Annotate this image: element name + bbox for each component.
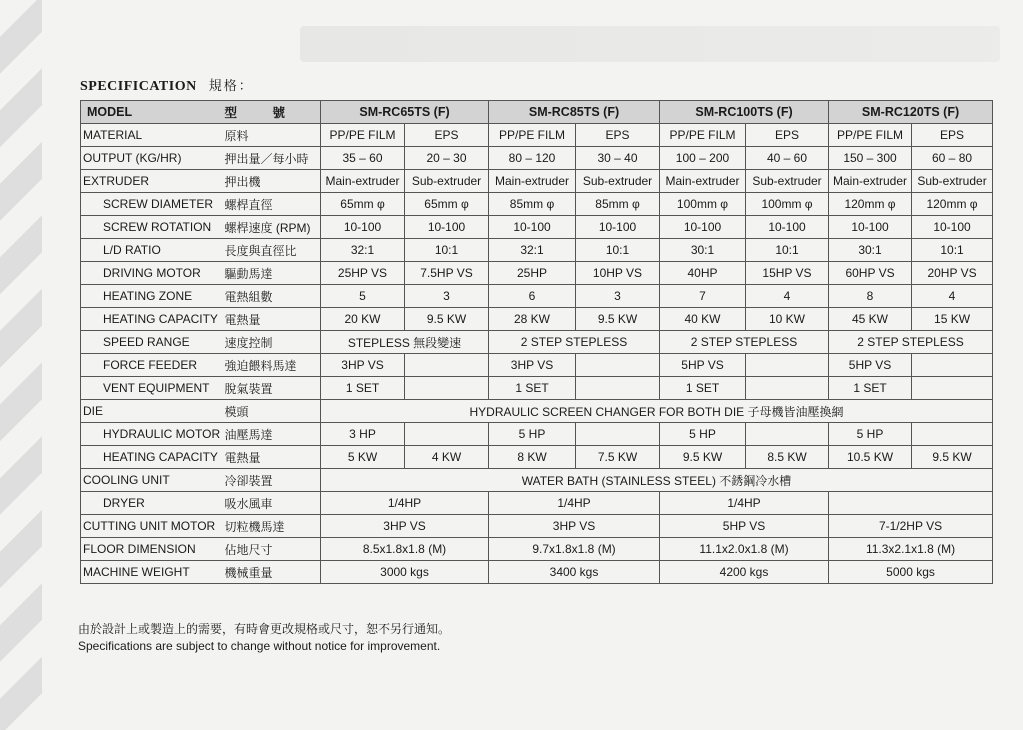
model-header: SM-RC65TS (F) xyxy=(321,101,489,124)
value-cell: 32:1 xyxy=(321,239,405,262)
row-label: HEATING CAPACITY xyxy=(81,308,223,331)
value-cell: 4 KW xyxy=(405,446,489,469)
value-cell xyxy=(746,423,829,446)
value-cell: STEPLESS 無段變速 xyxy=(321,331,489,354)
value-cell: 10-100 xyxy=(489,216,576,239)
page-title xyxy=(80,75,254,95)
value-cell: 3400 kgs xyxy=(489,561,660,584)
row-label-cn: 切粒機馬達 xyxy=(223,515,321,538)
note-cn: 由於設計上或製造上的需要，有時會更改規格或尺寸，恕不另行通知。 xyxy=(78,622,451,636)
value-cell: 1 SET xyxy=(829,377,912,400)
spec-row-speed-range xyxy=(81,331,993,354)
value-cell: 2 STEP STEPLESS xyxy=(489,331,660,354)
spec-row-cutting-unit-motor xyxy=(81,515,993,538)
value-cell: 20 KW xyxy=(321,308,405,331)
value-cell: 35 – 60 xyxy=(321,147,405,170)
row-label-cn: 機械重量 xyxy=(223,561,321,584)
value-cell: 150 – 300 xyxy=(829,147,912,170)
row-label: L/D RATIO xyxy=(81,239,223,262)
row-label: DRYER xyxy=(81,492,223,515)
value-cell: 5 HP xyxy=(829,423,912,446)
value-cell: 7 xyxy=(660,285,746,308)
value-cell: Sub-extruder xyxy=(576,170,660,193)
value-cell: 11.1x2.0x1.8 (M) xyxy=(660,538,829,561)
spec-row-hydraulic-motor xyxy=(81,423,993,446)
value-cell: 6 xyxy=(489,285,576,308)
value-cell: 10-100 xyxy=(576,216,660,239)
value-cell: 1 SET xyxy=(321,377,405,400)
value-cell xyxy=(912,423,993,446)
value-cell: 1/4HP xyxy=(321,492,489,515)
value-cell: 30:1 xyxy=(829,239,912,262)
row-label-cn: 冷卻裝置 xyxy=(223,469,321,492)
row-label-cn: 電熱組數 xyxy=(223,285,321,308)
row-label: VENT EQUIPMENT xyxy=(81,377,223,400)
row-label: DIE xyxy=(81,400,223,423)
value-cell: 28 KW xyxy=(489,308,576,331)
value-cell: 4 xyxy=(912,285,993,308)
value-cell: 8.5 KW xyxy=(746,446,829,469)
title-en: SPECIFICATION xyxy=(80,79,197,94)
value-cell: 7-1/2HP VS xyxy=(829,515,993,538)
value-cell: 5HP VS xyxy=(660,354,746,377)
value-cell: 10-100 xyxy=(746,216,829,239)
row-label-cn: 原料 xyxy=(223,124,321,147)
value-cell: EPS xyxy=(576,124,660,147)
spec-row-screw-rotation xyxy=(81,216,993,239)
value-cell: 1/4HP xyxy=(489,492,660,515)
spec-row-driving-motor xyxy=(81,262,993,285)
spec-row-force-feeder xyxy=(81,354,993,377)
row-label-cn: 速度控制 xyxy=(223,331,321,354)
row-label: SCREW ROTATION xyxy=(81,216,223,239)
specification-table xyxy=(80,100,993,584)
value-cell: 10-100 xyxy=(321,216,405,239)
value-cell: 85mm φ xyxy=(576,193,660,216)
value-cell: 3HP VS xyxy=(489,354,576,377)
row-label-cn: 押出量／每小時 xyxy=(223,147,321,170)
value-cell: Sub-extruder xyxy=(746,170,829,193)
value-cell: 15HP VS xyxy=(746,262,829,285)
value-cell xyxy=(576,377,660,400)
value-cell: 9.5 KW xyxy=(660,446,746,469)
value-cell: 10:1 xyxy=(746,239,829,262)
spec-row-floor-dimension xyxy=(81,538,993,561)
value-cell: 15 KW xyxy=(912,308,993,331)
value-cell: 65mm φ xyxy=(321,193,405,216)
row-label-cn: 強迫餵料馬達 xyxy=(223,354,321,377)
model-header: SM-RC120TS (F) xyxy=(829,101,993,124)
value-cell: 25HP VS xyxy=(321,262,405,285)
row-label-cn: 脫氣裝置 xyxy=(223,377,321,400)
row-label-cn: 電熱量 xyxy=(223,308,321,331)
value-cell: 60HP VS xyxy=(829,262,912,285)
value-cell xyxy=(576,354,660,377)
value-cell: 10.5 KW xyxy=(829,446,912,469)
value-cell: 60 – 80 xyxy=(912,147,993,170)
row-label-cn: 佔地尺寸 xyxy=(223,538,321,561)
model-label: MODEL xyxy=(81,101,223,124)
value-cell: EPS xyxy=(746,124,829,147)
value-cell xyxy=(576,423,660,446)
spec-row-extruder xyxy=(81,170,993,193)
row-label: CUTTING UNIT MOTOR xyxy=(81,515,223,538)
row-label: OUTPUT (KG/HR) xyxy=(81,147,223,170)
value-cell: 5 KW xyxy=(321,446,405,469)
model-header: SM-RC85TS (F) xyxy=(489,101,660,124)
value-cell xyxy=(405,354,489,377)
row-label: FLOOR DIMENSION xyxy=(81,538,223,561)
value-cell: PP/PE FILM xyxy=(829,124,912,147)
spec-row-output xyxy=(81,147,993,170)
row-label: COOLING UNIT xyxy=(81,469,223,492)
row-label: MATERIAL xyxy=(81,124,223,147)
value-cell: 40 KW xyxy=(660,308,746,331)
value-cell: 10-100 xyxy=(660,216,746,239)
value-cell: 9.5 KW xyxy=(405,308,489,331)
value-cell xyxy=(746,354,829,377)
value-cell: 5000 kgs xyxy=(829,561,993,584)
value-cell: 30:1 xyxy=(660,239,746,262)
row-label: SPEED RANGE xyxy=(81,331,223,354)
row-label: HEATING CAPACITY xyxy=(81,446,223,469)
spec-row-screw-diameter xyxy=(81,193,993,216)
value-cell xyxy=(912,354,993,377)
title-cn: 規格： xyxy=(208,79,254,94)
value-cell: 2 STEP STEPLESS xyxy=(829,331,993,354)
value-cell: 20 – 30 xyxy=(405,147,489,170)
value-cell: 3 xyxy=(576,285,660,308)
value-cell: 9.7x1.8x1.8 (M) xyxy=(489,538,660,561)
row-label-cn: 油壓馬達 xyxy=(223,423,321,446)
header-row xyxy=(81,101,993,124)
value-cell: 4200 kgs xyxy=(660,561,829,584)
value-cell: 40 – 60 xyxy=(746,147,829,170)
value-cell: Sub-extruder xyxy=(405,170,489,193)
value-cell: EPS xyxy=(912,124,993,147)
row-label-cn: 模頭 xyxy=(223,400,321,423)
spec-row-heating-capacity xyxy=(81,308,993,331)
row-label-cn: 長度與直徑比 xyxy=(223,239,321,262)
row-label: HEATING ZONE xyxy=(81,285,223,308)
spec-row-ld-ratio xyxy=(81,239,993,262)
model-label-cn: 型 號 xyxy=(223,101,321,124)
row-label-cn: 驅動馬達 xyxy=(223,262,321,285)
value-cell: Main-extruder xyxy=(321,170,405,193)
value-cell xyxy=(829,492,993,515)
value-cell: 1 SET xyxy=(660,377,746,400)
value-cell: 30 – 40 xyxy=(576,147,660,170)
decorative-stripes xyxy=(0,0,42,730)
value-cell: 3000 kgs xyxy=(321,561,489,584)
value-cell: Main-extruder xyxy=(660,170,746,193)
value-cell: 40HP xyxy=(660,262,746,285)
value-cell: 1 SET xyxy=(489,377,576,400)
row-label-cn: 吸水風車 xyxy=(223,492,321,515)
row-label: FORCE FEEDER xyxy=(81,354,223,377)
value-cell: 9.5 KW xyxy=(912,446,993,469)
row-label: MACHINE WEIGHT xyxy=(81,561,223,584)
value-cell: PP/PE FILM xyxy=(321,124,405,147)
spec-row-heating-zone xyxy=(81,285,993,308)
value-cell: 100mm φ xyxy=(746,193,829,216)
row-label-cn: 電熱量 xyxy=(223,446,321,469)
value-cell: 7.5 KW xyxy=(576,446,660,469)
value-cell xyxy=(405,377,489,400)
spec-row-machine-weight xyxy=(81,561,993,584)
spec-row-cooling-unit xyxy=(81,469,993,492)
value-cell: 10HP VS xyxy=(576,262,660,285)
value-cell xyxy=(912,377,993,400)
row-label: EXTRUDER xyxy=(81,170,223,193)
value-cell: 10-100 xyxy=(912,216,993,239)
value-cell: 3 HP xyxy=(321,423,405,446)
value-cell: Main-extruder xyxy=(829,170,912,193)
note-en: Specifications are subject to change without notice for improvement. xyxy=(78,639,441,653)
value-cell: HYDRAULIC SCREEN CHANGER FOR BOTH DIE 子母機皆油壓換網 xyxy=(321,400,993,423)
value-cell: 120mm φ xyxy=(912,193,993,216)
value-cell: 8 KW xyxy=(489,446,576,469)
value-cell: 10 KW xyxy=(746,308,829,331)
value-cell: 7.5HP VS xyxy=(405,262,489,285)
value-cell: 3 xyxy=(405,285,489,308)
spec-row-dryer xyxy=(81,492,993,515)
value-cell: 2 STEP STEPLESS xyxy=(660,331,829,354)
value-cell: 3HP VS xyxy=(321,515,489,538)
spec-row-die-heating-capacity xyxy=(81,446,993,469)
value-cell xyxy=(405,423,489,446)
value-cell: 10:1 xyxy=(405,239,489,262)
value-cell: 3HP VS xyxy=(489,515,660,538)
value-cell: 100mm φ xyxy=(660,193,746,216)
value-cell: 5 HP xyxy=(489,423,576,446)
value-cell: 20HP VS xyxy=(912,262,993,285)
value-cell: 25HP xyxy=(489,262,576,285)
row-label: DRIVING MOTOR xyxy=(81,262,223,285)
value-cell: PP/PE FILM xyxy=(660,124,746,147)
value-cell xyxy=(746,377,829,400)
value-cell: 100 – 200 xyxy=(660,147,746,170)
row-label: HYDRAULIC MOTOR xyxy=(81,423,223,446)
bleed-through-shadow xyxy=(300,26,1000,62)
value-cell: 32:1 xyxy=(489,239,576,262)
value-cell: 5 xyxy=(321,285,405,308)
value-cell: Sub-extruder xyxy=(912,170,993,193)
value-cell: 5 HP xyxy=(660,423,746,446)
value-cell: 8.5x1.8x1.8 (M) xyxy=(321,538,489,561)
value-cell: 80 – 120 xyxy=(489,147,576,170)
model-header: SM-RC100TS (F) xyxy=(660,101,829,124)
value-cell: 10-100 xyxy=(405,216,489,239)
value-cell: 11.3x2.1x1.8 (M) xyxy=(829,538,993,561)
value-cell: 10-100 xyxy=(829,216,912,239)
value-cell: 10:1 xyxy=(576,239,660,262)
row-label-cn: 螺桿直徑 xyxy=(223,193,321,216)
value-cell: 85mm φ xyxy=(489,193,576,216)
value-cell: 9.5 KW xyxy=(576,308,660,331)
value-cell: 4 xyxy=(746,285,829,308)
value-cell: 45 KW xyxy=(829,308,912,331)
spec-row-die xyxy=(81,400,993,423)
value-cell: EPS xyxy=(405,124,489,147)
spec-row-vent-equipment xyxy=(81,377,993,400)
value-cell: 10:1 xyxy=(912,239,993,262)
row-label: SCREW DIAMETER xyxy=(81,193,223,216)
value-cell: 5HP VS xyxy=(660,515,829,538)
value-cell: 120mm φ xyxy=(829,193,912,216)
value-cell: WATER BATH (STAINLESS STEEL) 不銹鋼冷水槽 xyxy=(321,469,993,492)
value-cell: 1/4HP xyxy=(660,492,829,515)
value-cell: Main-extruder xyxy=(489,170,576,193)
value-cell: PP/PE FILM xyxy=(489,124,576,147)
row-label-cn: 押出機 xyxy=(223,170,321,193)
value-cell: 5HP VS xyxy=(829,354,912,377)
value-cell: 65mm φ xyxy=(405,193,489,216)
value-cell: 3HP VS xyxy=(321,354,405,377)
spec-row-material xyxy=(81,124,993,147)
row-label-cn: 螺桿速度 (RPM) xyxy=(223,216,321,239)
value-cell: 8 xyxy=(829,285,912,308)
